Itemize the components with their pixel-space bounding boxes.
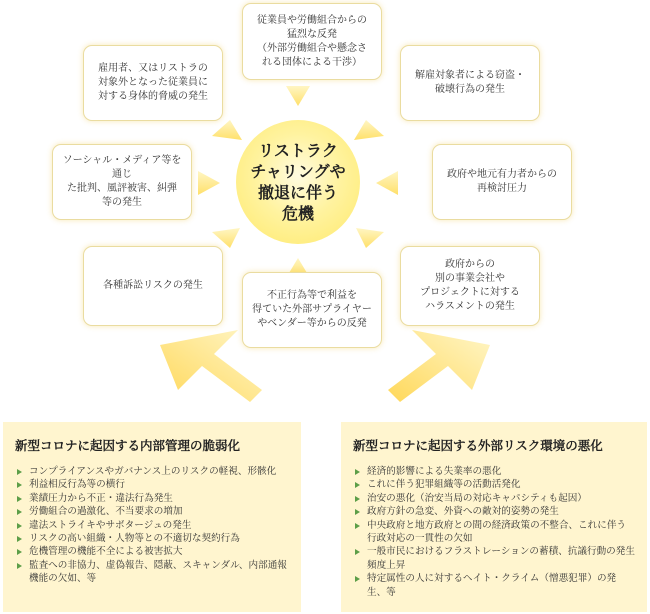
ray-top [286, 86, 310, 106]
internal-risk-list [15, 465, 289, 586]
risk-card-social-media: ソーシャル・メディア等を通じ た批判、風評被害、糾弾 等の発生 [52, 144, 192, 220]
external-environment-panel [341, 422, 647, 612]
ray-bottom-left [212, 228, 240, 248]
list-item: 一般市民におけるフラストレーションの蓄積、抗議行動の発生頻度上昇 [353, 545, 635, 572]
ray-top-left [212, 120, 242, 140]
risk-card-employee-union: 従業員や労働組合からの 猛烈な反発 （外部労働組合や懸念さ れる団体による干渉） [242, 3, 382, 80]
list-item: 業績圧力から不正・違法行為発生 [15, 492, 289, 505]
list-item: 利益相反行為等の横行 [15, 478, 289, 491]
risk-card-theft: 解雇対象者による窃盗・ 破壊行為の発生 [400, 45, 540, 121]
list-item: リスクの高い組織・人物等との不適切な契約行為 [15, 532, 289, 545]
list-item: 治安の悪化（治安当局の対応キャパシティも起因） [353, 492, 635, 505]
list-item: 特定属性の人に対するヘイト・クライム（憎悪犯罪）の発生、等 [353, 572, 635, 599]
ray-right [376, 171, 398, 195]
ray-bottom-right [356, 228, 384, 248]
internal-vulnerability-panel [3, 422, 301, 612]
risk-card-supplier: 不正行為等で利益を 得ていた外部サプライヤー やベンダー等からの反発 [242, 272, 382, 348]
list-item: 違法ストライキやサボタージュの発生 [15, 519, 289, 532]
risk-card-physical-threat: 雇用者、又はリストラの 対象外となった従業員に 対する身体的脅威の発生 [83, 45, 223, 121]
risk-card-litigation: 各種訴訟リスクの発生 [83, 246, 223, 326]
list-item: コンプライアンスやガバナンス上のリスクの軽視、形骸化 [15, 465, 289, 478]
list-item: 監査への非協力、虚偽報告、隠蔽、スキャンダル、内部通報機能の欠如、等 [15, 559, 289, 586]
list-item: 労働組合の過激化、不当要求の増加 [15, 505, 289, 518]
external-panel-title: 新型コロナに起因する外部リスク環境の悪化 [353, 438, 603, 453]
list-item: 政府方針の急変、外資への敵対的姿勢の発生 [353, 505, 635, 518]
big-arrow-right [388, 330, 490, 402]
list-item: 危機管理の機能不全による被害拡大 [15, 545, 289, 558]
risk-card-government: 政府や地元有力者からの 再検討圧力 [432, 144, 572, 220]
list-item: 中央政府と地方政府との間の経済政策の不整合、これに伴う行政対応の一貫性の欠如 [353, 519, 635, 546]
center-crisis-circle: リストラク チャリングや 撤退に伴う 危機 [236, 120, 360, 244]
ray-left [198, 171, 220, 195]
external-risk-list [353, 465, 635, 599]
ray-top-right [354, 120, 384, 140]
internal-panel-title: 新型コロナに起因する内部管理の脆弱化 [15, 438, 241, 453]
list-item: 経済的影響による失業率の悪化 [353, 465, 635, 478]
list-item: これに伴う犯罪組織等の活動活発化 [353, 478, 635, 491]
risk-card-harassment: 政府からの 別の事業会社や プロジェクトに対する ハラスメントの発生 [400, 246, 540, 326]
